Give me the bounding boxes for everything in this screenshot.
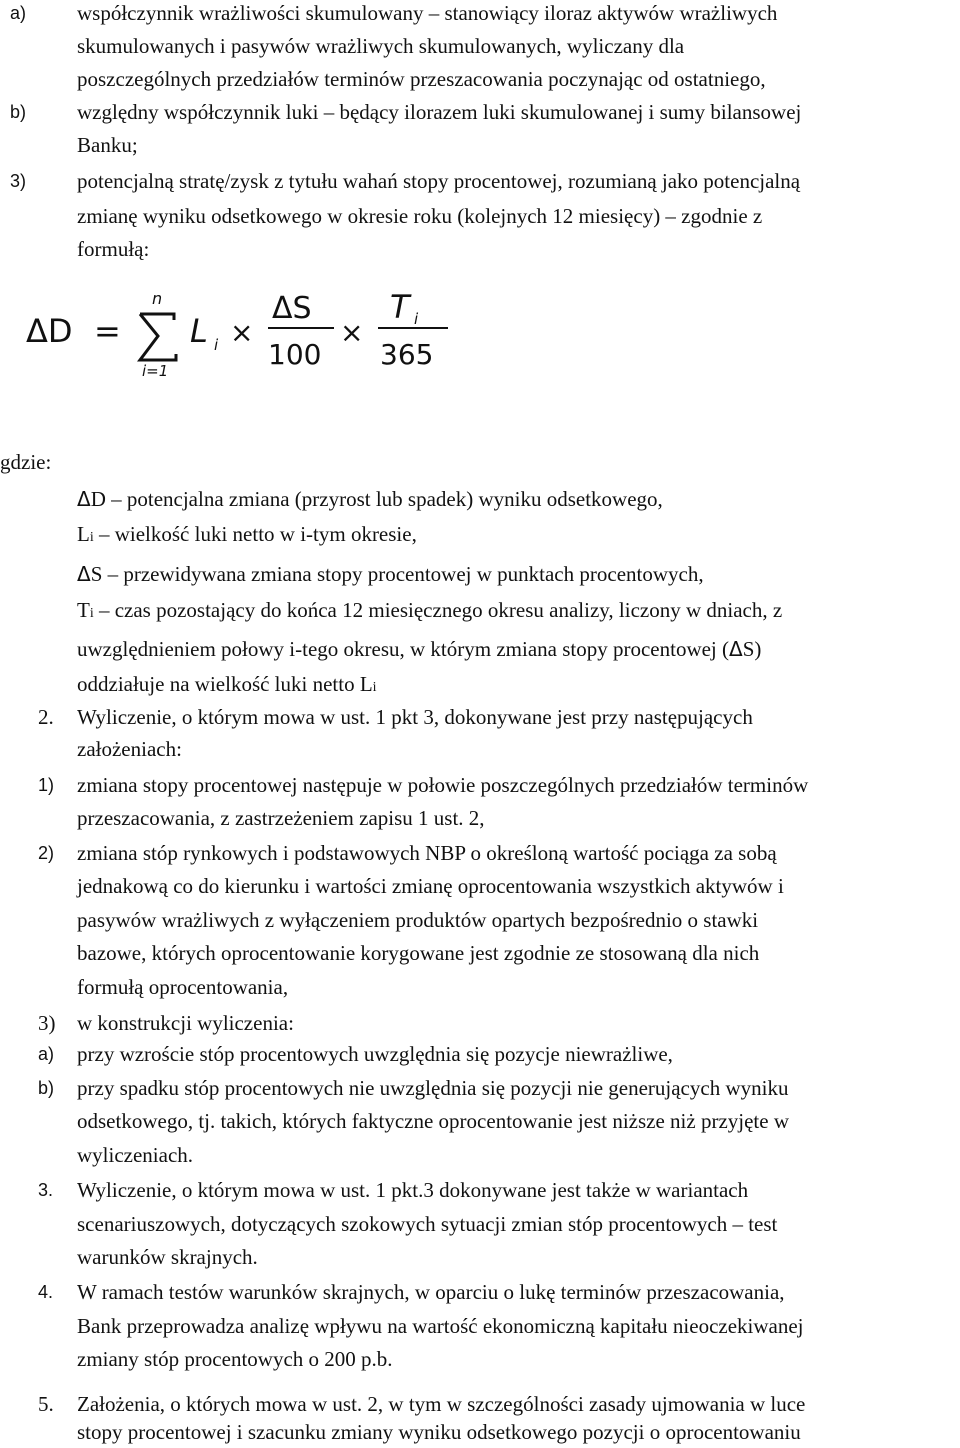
formula-L: L (190, 312, 208, 350)
text-line: Założenia, o których mowa w ust. 2, w tym w szczególności zasady ujmowania w luce (77, 1392, 806, 1416)
text-line: Banku; (77, 133, 138, 157)
delta-icon: Δ (729, 637, 743, 661)
def-delta-d: ΔD – potencjalna zmiana (przyrost lub spadek) wyniku odsetkowego, (77, 487, 663, 511)
text-line: poszczególnych przedziałów terminów przeszacowania poczynając od ostatniego, (77, 67, 766, 91)
text-line: zmiany stóp procentowych o 200 p.b. (77, 1347, 393, 1371)
list-marker: 3) (38, 1011, 56, 1035)
text-line: założeniach: (77, 737, 182, 761)
formula-L-sub: i (214, 336, 219, 354)
text-line: zmiana stóp rynkowych i podstawowych NBP o określoną wartość pociąga za sobą (77, 841, 777, 865)
formula-sum-lower: i=1 (142, 362, 169, 380)
def-li: Li – wielkość luki netto w i-tym okresie, (77, 522, 417, 546)
text-line: Wyliczenie, o którym mowa w ust. 1 pkt 3, dokonywane jest przy następujących (77, 705, 753, 729)
list-marker: 2) (38, 843, 55, 863)
list-marker: a) (10, 3, 27, 23)
text-line: jednakową co do kierunku i wartości zmianę oprocentowania wszystkich aktywów i (77, 874, 784, 898)
formula-frac1-num: ΔS (272, 291, 312, 326)
text-line: formułą oprocentowania, (77, 975, 289, 999)
def-ti-cont: uwzględnieniem połowy i-tego okresu, w którym zmiana stopy procentowej (ΔS) (77, 637, 762, 661)
formula-frac2-num-sub: i (414, 310, 419, 328)
formula-equals: = (94, 312, 121, 350)
text-line: zmianę wyniku odsetkowego w okresie roku (kolejnych 12 miesięcy) – zgodnie z (77, 204, 763, 228)
text-line: warunków skrajnych. (77, 1245, 258, 1269)
text-line: wyliczeniach. (77, 1143, 194, 1167)
text-line: zmiana stopy procentowej następuje w połowie poszczególnych przedziałów terminów (77, 773, 809, 797)
text-line: formułą: (77, 237, 150, 261)
formula-times-1: × (230, 316, 254, 349)
def-delta-s: ΔS – przewidywana zmiana stopy procentowej w punktach procentowych, (77, 562, 704, 586)
text-line: pasywów wrażliwych z wyłączeniem produktów opartych bezpośrednio o stawki (77, 908, 759, 932)
list-marker: 4. (38, 1282, 54, 1302)
formula-times-2: × (340, 316, 364, 349)
formula-frac2-num: T (390, 288, 410, 326)
text-line: skumulowanych i pasywów wrażliwych skumulowanych, wyliczany dla (77, 34, 685, 58)
delta-icon: Δ (77, 487, 91, 511)
text-line: Bank przeprowadza analizę wpływu na wartość ekonomiczną kapitału nieoczekiwanej (77, 1314, 804, 1338)
text-line: potencjalną stratę/zysk z tytułu wahań stopy procentowej, rozumianą jako potencjalną (77, 169, 801, 193)
text-line: Wyliczenie, o którym mowa w ust. 1 pkt.3 dokonywane jest także w wariantach (77, 1178, 749, 1202)
gdzie-label: gdzie: (0, 450, 52, 474)
list-marker: b) (10, 102, 27, 122)
text-line: przy wzroście stóp procentowych uwzględnia się pozycje niewrażliwe, (77, 1042, 673, 1066)
list-marker: b) (38, 1078, 55, 1098)
formula-frac1-den: 100 (268, 338, 322, 371)
list-marker: 1) (38, 775, 55, 795)
text-line: względny współczynnik luki – będący ilorazem luki skumulowanej i sumy bilansowej (77, 100, 802, 124)
list-marker: 5. (38, 1392, 54, 1416)
text-line: odsetkowego, tj. takich, których faktyczne oprocentowanie jest niższe niż przyjęte w (77, 1109, 789, 1133)
text-line: przeszacowania, z zastrzeżeniem zapisu 1 ust. 2, (77, 806, 485, 830)
def-ti: Ti – czas pozostający do końca 12 miesięcznego okresu analizy, liczony w dniach, z (77, 598, 783, 622)
formula-sum-upper: n (152, 289, 163, 308)
list-marker: a) (38, 1044, 55, 1064)
formula-lhs: ΔD (26, 312, 73, 350)
text-line: W ramach testów warunków skrajnych, w oparciu o lukę terminów przeszacowania, (77, 1280, 785, 1304)
text-line: w konstrukcji wyliczenia: (77, 1011, 294, 1035)
list-marker: 2. (38, 705, 54, 729)
delta-icon: Δ (77, 562, 91, 586)
text-line: współczynnik wrażliwości skumulowany – stanowiący iloraz aktywów wrażliwych (77, 1, 778, 25)
text-line: przy spadku stóp procentowych nie uwzględnia się pozycji nie generujących wyniku (77, 1076, 789, 1100)
interest-gap-formula (22, 280, 462, 380)
sigma-icon (140, 314, 176, 360)
formula-frac2-den: 365 (380, 338, 434, 371)
def-ti-cont2: oddziałuje na wielkość luki netto Li (77, 672, 377, 696)
list-marker: 3) (10, 171, 27, 191)
text-line: stopy procentowej i szacunku zmiany wyniku odsetkowego pozycji o oprocentowaniu (77, 1420, 801, 1444)
text-line: bazowe, których oprocentowanie korygowane jest zgodnie ze stosowaną dla nich (77, 941, 760, 965)
text-line: scenariuszowych, dotyczących szokowych sytuacji zmian stóp procentowych – test (77, 1212, 778, 1236)
list-marker: 3. (38, 1180, 54, 1200)
